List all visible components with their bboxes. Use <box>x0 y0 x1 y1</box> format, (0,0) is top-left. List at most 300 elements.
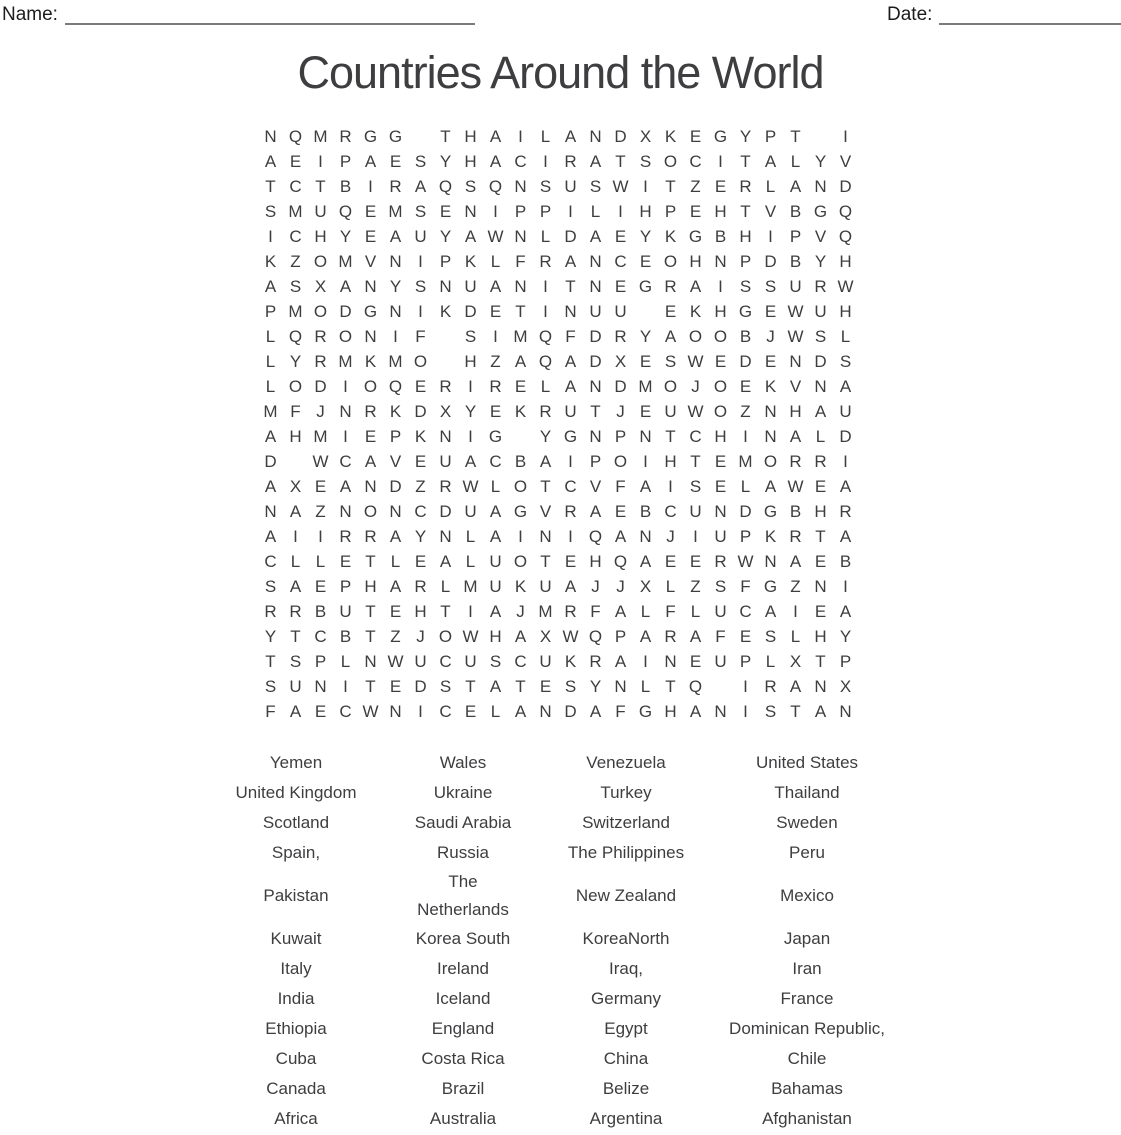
word-list-item: The Netherlands <box>417 872 509 919</box>
grid-letter: Y <box>464 401 477 421</box>
grid-letter: U <box>464 651 477 671</box>
grid-letter: K <box>364 351 377 371</box>
grid-letter: E <box>289 151 302 171</box>
grid-letter: G <box>813 201 828 221</box>
grid-letter: H <box>314 226 327 246</box>
grid-letter: K <box>664 226 677 246</box>
grid-letter: A <box>589 701 602 721</box>
word-list-cell <box>196 748 396 778</box>
grid-letter: C <box>414 501 427 521</box>
grid-letter: W <box>687 401 704 421</box>
grid-letter: N <box>464 201 477 221</box>
grid-letter: I <box>793 601 798 621</box>
grid-letter: S <box>564 676 577 696</box>
grid-letter: S <box>839 351 852 371</box>
grid-letter: I <box>268 226 273 246</box>
grid-letter: H <box>664 451 677 471</box>
grid-letter: X <box>839 676 852 696</box>
grid-letter: Q <box>538 326 553 346</box>
grid-letter: L <box>790 151 801 171</box>
grid-letter: T <box>440 126 451 146</box>
grid-letter: I <box>468 376 473 396</box>
grid-letter: W <box>462 476 479 496</box>
grid-letter: A <box>839 476 852 496</box>
grid-letter: M <box>513 326 528 346</box>
name-field-label: Name: <box>2 4 58 25</box>
grid-letter: A <box>564 351 577 371</box>
grid-letter: A <box>489 126 502 146</box>
grid-letter: N <box>564 301 577 321</box>
grid-letter: E <box>639 401 652 421</box>
grid-letter: T <box>690 451 701 471</box>
word-list-cell <box>530 1104 722 1134</box>
date-field <box>887 5 1121 25</box>
grid-letter: E <box>614 226 627 246</box>
grid-letter: J <box>516 601 525 621</box>
grid-letter: R <box>614 326 627 346</box>
grid-letter: N <box>514 176 527 196</box>
word-list-item: Ireland <box>437 959 489 978</box>
grid-letter: I <box>343 676 348 696</box>
word-list-cell <box>722 1074 892 1104</box>
word-list-item: Germany <box>591 989 661 1008</box>
grid-letter: V <box>789 376 802 396</box>
grid-letter: L <box>265 376 276 396</box>
grid-letter: D <box>739 351 752 371</box>
grid-letter: H <box>739 226 752 246</box>
grid-letter: G <box>738 301 753 321</box>
grid-letter: O <box>363 376 378 396</box>
grid-letter: P <box>739 526 752 546</box>
grid-letter: S <box>414 201 427 221</box>
grid-letter: A <box>464 451 477 471</box>
grid-letter: D <box>739 501 752 521</box>
word-list-item: Costa Rica <box>421 1049 505 1068</box>
grid-letter: G <box>363 126 378 146</box>
word-list-item: Saudi Arabia <box>414 813 512 832</box>
grid-letter: W <box>737 551 754 571</box>
grid-letter: I <box>718 276 723 296</box>
word-list-cell <box>396 1104 530 1134</box>
grid-letter: E <box>814 601 827 621</box>
grid-letter: I <box>368 176 373 196</box>
grid-letter: D <box>464 301 477 321</box>
grid-letter: M <box>388 201 403 221</box>
grid-letter: L <box>765 651 776 671</box>
grid-letter: P <box>614 626 627 646</box>
word-list-cell <box>196 924 396 954</box>
grid-letter: U <box>789 276 802 296</box>
grid-letter: S <box>689 476 702 496</box>
grid-letter: P <box>439 251 452 271</box>
grid-letter: O <box>613 451 628 471</box>
word-list-item: Yemen <box>269 753 323 772</box>
grid-letter: O <box>713 401 728 421</box>
grid-letter: A <box>264 276 277 296</box>
grid-letter: L <box>540 226 551 246</box>
grid-letter: E <box>339 551 352 571</box>
grid-letter: X <box>439 401 452 421</box>
grid-letter: P <box>614 426 627 446</box>
word-list-cell <box>196 1014 396 1044</box>
grid-letter: P <box>539 201 552 221</box>
grid-letter: A <box>614 601 627 621</box>
grid-letter: W <box>787 301 804 321</box>
word-list-item: Kuwait <box>270 929 322 948</box>
grid-letter: S <box>814 326 827 346</box>
grid-letter: H <box>489 626 502 646</box>
grid-letter: I <box>543 301 548 321</box>
grid-letter: S <box>639 151 652 171</box>
grid-letter: I <box>493 201 498 221</box>
grid-letter: Y <box>339 226 352 246</box>
grid-letter: R <box>439 476 452 496</box>
grid-letter: J <box>691 376 700 396</box>
word-list-item: Ukraine <box>433 783 493 802</box>
grid-letter: O <box>713 326 728 346</box>
grid-letter: N <box>839 701 852 721</box>
word-list-item: Iraq, <box>608 959 644 978</box>
word-list-item: KoreaNorth <box>582 929 670 948</box>
grid-letter: E <box>364 226 377 246</box>
grid-letter: C <box>564 476 577 496</box>
word-list-item: Iran <box>792 959 822 978</box>
grid-letter: U <box>589 301 602 321</box>
grid-letter: F <box>515 251 526 271</box>
grid-letter: D <box>839 176 852 196</box>
grid-letter: O <box>313 301 328 321</box>
word-list-cell <box>530 748 722 778</box>
grid-letter: F <box>590 601 601 621</box>
grid-letter: P <box>264 301 277 321</box>
grid-letter: R <box>664 276 677 296</box>
grid-letter: E <box>364 201 377 221</box>
puzzle-title: Countries Around the World <box>297 47 824 98</box>
grid-letter: K <box>664 126 677 146</box>
grid-letter: T <box>590 401 601 421</box>
grid-letter: E <box>314 476 327 496</box>
word-list-cell <box>722 868 892 924</box>
grid-letter: T <box>515 301 526 321</box>
grid-letter: A <box>589 501 602 521</box>
grid-letter: Q <box>388 376 403 396</box>
grid-letter: I <box>843 576 848 596</box>
grid-letter: K <box>564 651 577 671</box>
grid-letter: X <box>639 126 652 146</box>
grid-letter: B <box>339 176 352 196</box>
word-list-item: Switzerland <box>582 813 670 832</box>
grid-letter: Q <box>588 626 603 646</box>
grid-letter: T <box>815 526 826 546</box>
grid-letter: A <box>639 551 652 571</box>
grid-letter: E <box>614 276 627 296</box>
word-list-item: New Zealand <box>575 886 677 905</box>
grid-letter: N <box>814 576 827 596</box>
grid-letter: H <box>714 426 727 446</box>
grid-letter: E <box>364 426 377 446</box>
grid-letter: N <box>539 526 552 546</box>
grid-letter: D <box>339 301 352 321</box>
grid-letter: H <box>589 551 602 571</box>
grid-letter: J <box>616 401 625 421</box>
word-list-cell <box>396 778 530 808</box>
grid-letter: A <box>589 151 602 171</box>
grid-letter: Q <box>688 676 703 696</box>
word-list-cell <box>196 1044 396 1074</box>
grid-letter: L <box>465 551 476 571</box>
grid-letter: O <box>513 476 528 496</box>
grid-letter: B <box>789 201 802 221</box>
grid-letter: X <box>639 576 652 596</box>
grid-letter: N <box>639 526 652 546</box>
grid-letter: N <box>364 476 377 496</box>
grid-letter: D <box>389 476 402 496</box>
grid-letter: L <box>490 251 501 271</box>
grid-letter: A <box>289 701 302 721</box>
grid-letter: H <box>714 301 727 321</box>
word-list-item: Brazil <box>441 1079 485 1098</box>
grid-letter: J <box>316 401 325 421</box>
grid-letter: U <box>414 226 427 246</box>
grid-letter: P <box>314 651 327 671</box>
grid-letter: T <box>365 601 376 621</box>
word-list-cell <box>530 838 722 868</box>
grid-letter: R <box>314 351 327 371</box>
word-list-item: Iceland <box>435 989 491 1008</box>
grid-letter: F <box>615 701 626 721</box>
grid-letter: P <box>389 426 402 446</box>
grid-letter: U <box>714 651 727 671</box>
word-list-item: England <box>431 1019 495 1038</box>
grid-letter: E <box>414 451 427 471</box>
grid-letter: X <box>789 651 802 671</box>
grid-letter: N <box>389 701 402 721</box>
grid-letter: I <box>343 376 348 396</box>
grid-letter: U <box>489 576 502 596</box>
grid-letter: A <box>489 601 502 621</box>
grid-letter: Q <box>588 526 603 546</box>
grid-letter: Q <box>288 126 303 146</box>
grid-letter: A <box>564 576 577 596</box>
grid-letter: H <box>664 701 677 721</box>
grid-letter: I <box>718 151 723 171</box>
grid-letter: E <box>514 376 527 396</box>
grid-letter: S <box>764 626 777 646</box>
grid-letter: Z <box>790 576 801 596</box>
grid-letter: U <box>414 651 427 671</box>
grid-letter: A <box>764 601 777 621</box>
grid-letter: M <box>463 576 478 596</box>
grid-letter: R <box>489 376 502 396</box>
grid-letter: U <box>489 551 502 571</box>
grid-letter: N <box>439 526 452 546</box>
grid-letter: F <box>715 626 726 646</box>
grid-letter: A <box>489 526 502 546</box>
grid-letter: A <box>839 601 852 621</box>
grid-letter: P <box>514 201 527 221</box>
grid-letter: X <box>539 626 552 646</box>
grid-letter: V <box>389 451 402 471</box>
grid-letter: A <box>789 426 802 446</box>
grid-letter: T <box>790 701 801 721</box>
grid-letter: C <box>689 151 702 171</box>
grid-letter: I <box>643 651 648 671</box>
grid-letter: E <box>614 501 627 521</box>
grid-letter: B <box>789 251 802 271</box>
grid-letter: D <box>414 676 427 696</box>
grid-letter: E <box>489 301 502 321</box>
grid-letter: N <box>714 501 727 521</box>
grid-letter: G <box>763 576 778 596</box>
grid-letter: N <box>714 701 727 721</box>
word-list-cell <box>196 808 396 838</box>
word-list-cell <box>722 984 892 1014</box>
word-list-cell <box>530 1014 722 1044</box>
grid-letter: H <box>464 151 477 171</box>
grid-letter: U <box>689 501 702 521</box>
grid-letter: H <box>714 201 727 221</box>
grid-letter: R <box>264 601 277 621</box>
word-list-item: Korea South <box>415 929 511 948</box>
grid-letter: J <box>616 576 625 596</box>
word-list-cell <box>396 984 530 1014</box>
grid-letter: X <box>289 476 302 496</box>
grid-letter: P <box>739 251 752 271</box>
grid-letter: N <box>364 651 377 671</box>
grid-letter: E <box>389 676 402 696</box>
grid-letter: Q <box>338 201 353 221</box>
grid-letter: N <box>514 226 527 246</box>
grid-letter: P <box>339 576 352 596</box>
grid-letter: R <box>414 576 427 596</box>
grid-letter: P <box>339 151 352 171</box>
grid-letter: D <box>264 451 277 471</box>
grid-letter: R <box>339 126 352 146</box>
grid-letter: E <box>814 551 827 571</box>
grid-letter: A <box>789 551 802 571</box>
grid-letter: O <box>338 326 353 346</box>
grid-letter: A <box>589 226 602 246</box>
grid-letter: Q <box>288 326 303 346</box>
grid-letter: K <box>514 401 527 421</box>
grid-letter: A <box>489 151 502 171</box>
grid-letter: Q <box>488 176 503 196</box>
grid-letter: D <box>414 401 427 421</box>
grid-letter: N <box>539 701 552 721</box>
grid-letter: I <box>418 251 423 271</box>
grid-letter: E <box>389 151 402 171</box>
grid-letter: H <box>789 401 802 421</box>
grid-letter: A <box>839 376 852 396</box>
grid-letter: E <box>714 451 727 471</box>
grid-letter: S <box>464 176 477 196</box>
grid-letter: R <box>789 451 802 471</box>
grid-letter: H <box>689 251 702 271</box>
grid-letter: R <box>789 526 802 546</box>
grid-letter: U <box>614 301 627 321</box>
grid-letter: Z <box>490 351 501 371</box>
grid-letter: I <box>743 426 748 446</box>
grid-letter: N <box>664 651 677 671</box>
grid-letter: M <box>388 351 403 371</box>
grid-letter: T <box>815 651 826 671</box>
grid-letter: Z <box>690 176 701 196</box>
grid-letter: U <box>439 451 452 471</box>
grid-letter: T <box>465 676 476 696</box>
word-search-grid <box>258 124 858 724</box>
grid-letter: S <box>264 576 277 596</box>
grid-letter: C <box>339 701 352 721</box>
word-list-item: Mexico <box>780 886 834 905</box>
grid-letter: I <box>768 226 773 246</box>
grid-letter: M <box>263 401 278 421</box>
grid-letter: N <box>339 501 352 521</box>
grid-letter: Z <box>415 476 426 496</box>
grid-letter: L <box>690 601 701 621</box>
grid-letter: I <box>418 301 423 321</box>
word-list-item: United Kingdom <box>235 783 357 802</box>
grid-letter: P <box>764 126 777 146</box>
grid-letter: C <box>289 226 302 246</box>
grid-letter: A <box>764 476 777 496</box>
grid-letter: A <box>789 176 802 196</box>
grid-letter: N <box>639 426 652 446</box>
grid-letter: D <box>564 226 577 246</box>
grid-letter: V <box>814 226 827 246</box>
grid-letter: N <box>614 676 627 696</box>
grid-letter: O <box>363 501 378 521</box>
grid-letter: C <box>614 251 627 271</box>
grid-letter: I <box>418 701 423 721</box>
grid-letter: L <box>490 476 501 496</box>
grid-letter: O <box>688 326 703 346</box>
grid-letter: I <box>743 676 748 696</box>
word-list-item: Egypt <box>604 1019 648 1038</box>
grid-letter: A <box>464 226 477 246</box>
word-list-cell <box>196 838 396 868</box>
word-list-item: Sweden <box>776 813 838 832</box>
word-list-item: Pakistan <box>263 886 329 905</box>
grid-letter: O <box>663 251 678 271</box>
grid-letter: P <box>664 201 677 221</box>
grid-letter: E <box>314 576 327 596</box>
grid-letter: U <box>314 201 327 221</box>
grid-letter: U <box>564 176 577 196</box>
grid-letter: P <box>589 451 602 471</box>
grid-letter: I <box>843 451 848 471</box>
grid-letter: T <box>265 176 276 196</box>
grid-letter: G <box>763 501 778 521</box>
grid-letter: D <box>614 126 627 146</box>
grid-letter: A <box>339 276 352 296</box>
grid-letter: N <box>589 426 602 446</box>
grid-letter: N <box>714 251 727 271</box>
word-list-cell <box>196 1104 396 1134</box>
grid-letter: E <box>814 476 827 496</box>
grid-letter: Z <box>690 576 701 596</box>
grid-letter: L <box>765 176 776 196</box>
grid-letter: O <box>663 151 678 171</box>
grid-letter: S <box>664 351 677 371</box>
grid-letter: E <box>639 251 652 271</box>
grid-letter: E <box>739 626 752 646</box>
grid-letter: R <box>814 451 827 471</box>
grid-letter: R <box>564 501 577 521</box>
word-list-item: Japan <box>783 929 831 948</box>
grid-letter: N <box>389 301 402 321</box>
grid-letter: J <box>766 326 775 346</box>
grid-letter: N <box>439 426 452 446</box>
